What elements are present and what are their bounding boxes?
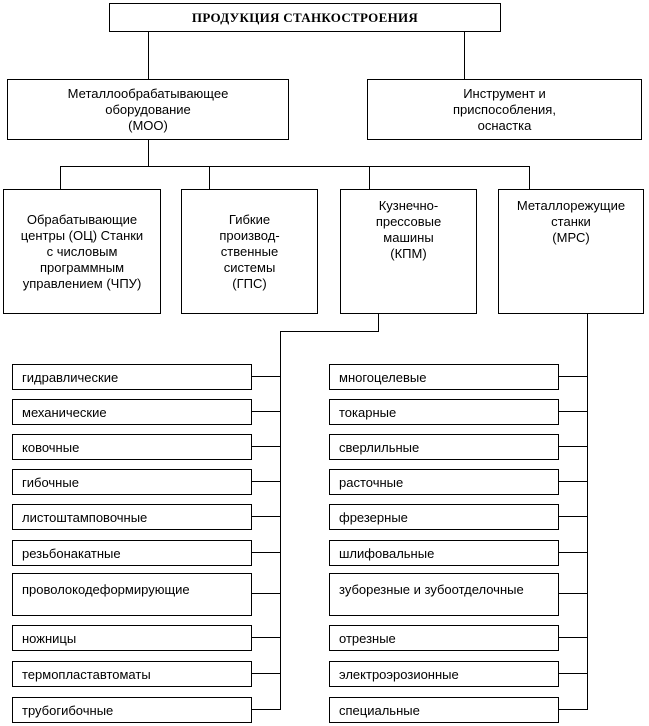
node-tools-label: Инструмент и приспособления, оснастка [453, 85, 556, 133]
node-moo [7, 79, 289, 140]
mrs-list-item: многоцелевые [329, 364, 559, 390]
kpm-list-item: гибочные [12, 469, 252, 495]
kpm-list-item: механические [12, 399, 252, 425]
node-kpm [340, 189, 477, 314]
mrs-list-item: фрезерные [329, 504, 559, 530]
mrs-list-item: отрезные [329, 625, 559, 651]
kpm-list-item: гидравлические [12, 364, 252, 390]
kpm-list-item: проволокодеформирующие [12, 573, 252, 616]
node-tools [367, 79, 642, 140]
kpm-list-item: ножницы [12, 625, 252, 651]
node-kpm-label: Кузнечно- прессовые машины (КПМ) [375, 198, 442, 261]
kpm-list-item: термопластавтоматы [12, 661, 252, 687]
node-gps-label: Гибкие производ- ственные системы (ГПС) [219, 211, 280, 291]
kpm-list-item: резьбонакатные [12, 540, 252, 566]
mrs-list-item: зуборезные и зубоотделочные [329, 573, 559, 616]
node-mrs-label: Металлорежущие станки (МРС) [516, 198, 626, 245]
node-ots [3, 189, 161, 314]
node-gps [181, 189, 318, 314]
node-ots-label: Обрабатывающие центры (ОЦ) Станки с числовым программным управлением (ЧПУ) [20, 211, 144, 291]
diagram-title-box [109, 3, 501, 32]
kpm-list-item: ковочные [12, 434, 252, 460]
node-mrs [498, 189, 644, 314]
mrs-list-item: электроэрозионные [329, 661, 559, 687]
mrs-list-item: шлифовальные [329, 540, 559, 566]
kpm-list-item: листоштамповочные [12, 504, 252, 530]
mrs-list-item: сверлильные [329, 434, 559, 460]
kpm-list-item: трубогибочные [12, 697, 252, 723]
mrs-list-item: специальные [329, 697, 559, 723]
diagram-title: ПРОДУКЦИЯ СТАНКОСТРОЕНИЯ [191, 9, 419, 25]
mrs-list-item: расточные [329, 469, 559, 495]
node-moo-label: Металлообрабатывающее оборудование (МОО) [67, 85, 229, 133]
mrs-list-item: токарные [329, 399, 559, 425]
